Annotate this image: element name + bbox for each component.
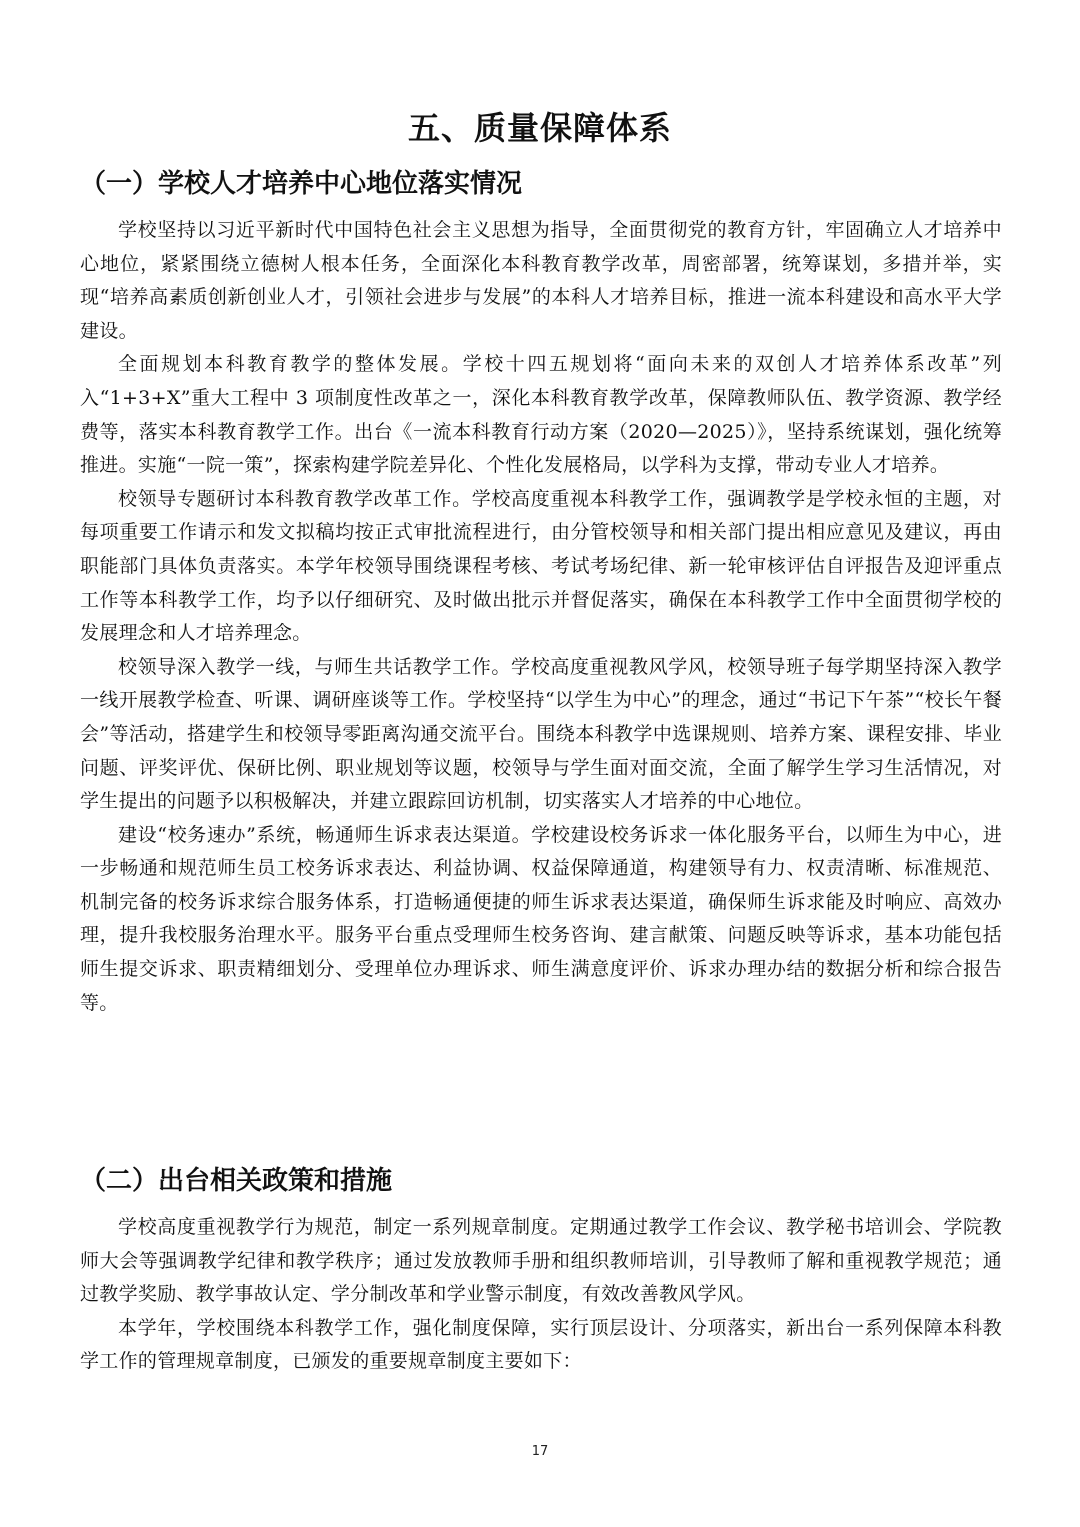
paragraph: 校领导专题研讨本科教育教学改革工作。学校高度重视本科教学工作，强调教学是学校永恒的主题，对每项重要工作请示和发文拟稿均按正式审批流程进行，由分管校领导和相关部门提出相应意见及建议，再由职能部门具体负责落实。本学年校领导围绕课程考核、考试考场纪律、新一轮审核评估自评报告及迎评重点工作等本科教学工作，均予以仔细研究、及时做出批示并督促落实，确保在本科教学工作中全面贯彻学校的发展理念和人才培养理念。 xyxy=(80,487,1002,645)
section-heading-2: （二）出台相关政策和措施 xyxy=(80,1166,393,1196)
page-title: 五、质量保障体系 xyxy=(407,109,672,147)
section-1-body xyxy=(80,214,1002,1020)
paragraph: 学校高度重视教学行为规范，制定一系列规章制度。定期通过教学工作会议、教学秘书培训会、学院教师大会等强调教学纪律和教学秩序；通过发放教师手册和组织教师培训，引导教师了解和重视教学规范；通过教学奖励、教学事故认定、学分制改革和学业警示制度，有效改善教风学风。 xyxy=(80,1216,1002,1306)
section-heading-1: （一）学校人才培养中心地位落实情况 xyxy=(80,169,523,199)
section-2-body xyxy=(80,1211,1002,1379)
paragraph: 学校坚持以习近平新时代中国特色社会主义思想为指导，全面贯彻党的教育方针，牢固确立人才培养中心地位，紧紧围绕立德树人根本任务，全面深化本科教育教学改革，周密部署，统筹谋划，多措并举，实现“培养高素质创新创业人才，引领社会进步与发展”的本科人才培养目标，推进一流本科建设和高水平大学建设。 xyxy=(80,219,1002,342)
page-number: 17 xyxy=(531,1444,549,1459)
paragraph: 校领导深入教学一线，与师生共话教学工作。学校高度重视教风学风，校领导班子每学期坚持深入教学一线开展教学检查、听课、调研座谈等工作。学校坚持“以学生为中心”的理念，通过“书记下午茶”“校长午餐会”等活动，搭建学生和校领导零距离沟通交流平台。围绕本科教学中选课规则、培养方案、课程安排、毕业问题、评奖评优、保研比例、职业规划等议题，校领导与学生面对面交流，全面了解学生学习生活情况，对学生提出的问题予以积极解决，并建立跟踪回访机制，切实落实人才培养的中心地位。 xyxy=(80,655,1002,813)
paragraph: 建设“校务速办”系统，畅通师生诉求表达渠道。学校建设校务诉求一体化服务平台，以师生为中心，进一步畅通和规范师生员工校务诉求表达、利益协调、权益保障通道，构建领导有力、权责清晰、标准规范、机制完备的校务诉求综合服务体系，打造畅通便捷的师生诉求表达渠道，确保师生诉求能及时响应、高效办理，提升我校服务治理水平。服务平台重点受理师生校务咨询、建言献策、问题反映等诉求，基本功能包括师生提交诉求、职责精细划分、受理单位办理诉求、师生满意度评价、诉求办理办结的数据分析和综合报告等。 xyxy=(80,823,1002,1014)
paragraph: 全面规划本科教育教学的整体发展。学校十四五规划将“面向未来的双创人才培养体系改革”列入“1+3+X”重大工程中 3 项制度性改革之一，深化本科教育教学改革，保障教师队伍、教学资源、教学经费等，落实本科教育教学工作。出台《一流本科教育行动方案（2020—2025）》，坚持系统谋划，强化统筹推进。实施“一院一策”，探索构建学院差异化、个性化发展格局，以学科为支撑，带动专业人才培养。 xyxy=(80,353,1002,477)
paragraph: 本学年，学校围绕本科教学工作，强化制度保障，实行顶层设计、分项落实，新出台一系列保障本科教学工作的管理规章制度，已颁发的重要规章制度主要如下： xyxy=(80,1316,1002,1373)
